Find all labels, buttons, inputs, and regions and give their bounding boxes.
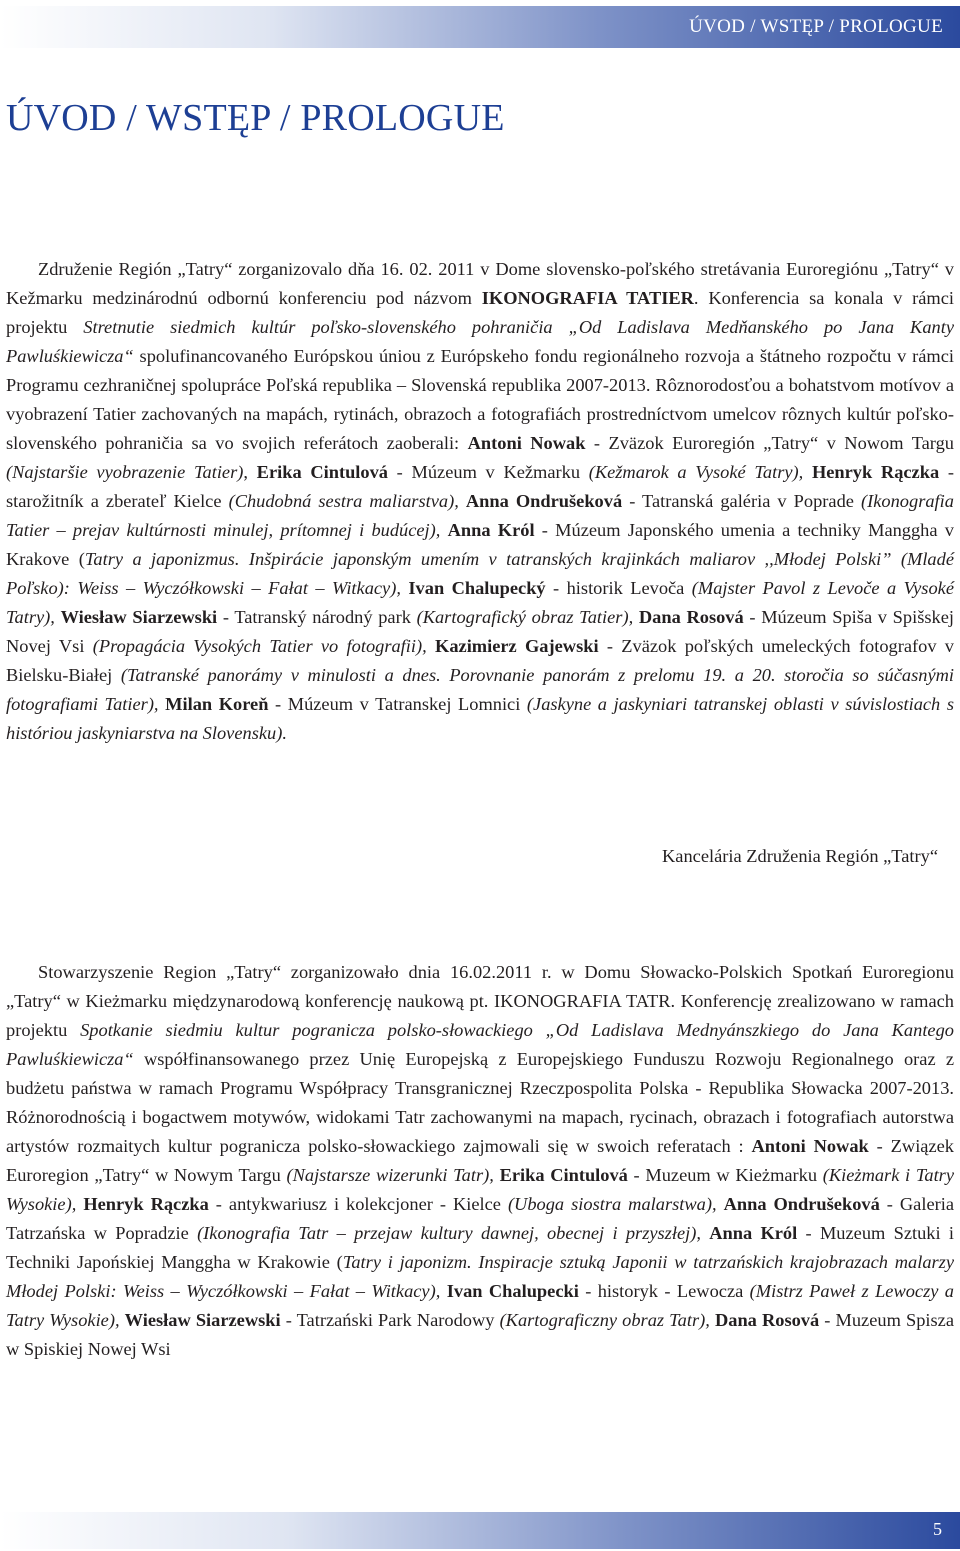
title-italic: (Chudobná sestra maliarstva), [228, 491, 459, 511]
name-bold: Henryk Rączka [83, 1194, 209, 1214]
title-italic: (Mistrz Paweł z Lewoczy a Tatry Wysokie), [6, 1281, 954, 1330]
text-run: - Zväzok poľských umeleckých fotografov v Bielsku-Białej [6, 636, 954, 685]
name-bold: Kazimierz Gajewski [435, 636, 599, 656]
name-bold: Anna Ondrušeková [723, 1194, 880, 1214]
title-italic: (Kežmarok a Vysoké Tatry), [588, 462, 804, 482]
name-bold: Antoni Nowak [751, 1136, 869, 1156]
title-italic: (Kartograficzny obraz Tatr), [499, 1310, 710, 1330]
text-run: - Tatrzański Park Narodowy [280, 1310, 500, 1330]
text-run [717, 1194, 724, 1214]
name-bold: Ivan Chalupecki [446, 1281, 579, 1301]
text-run: - Tatranská galéria v Poprade [622, 491, 861, 511]
title-italic: (Tatranské panorámy v minulosti a dnes. Porovnanie panorám z prelomu 19. a 20. storočia so súčasnými fotografiami Tatier), [6, 665, 954, 714]
title-italic: (Uboga siostra malarstwa), [507, 1194, 717, 1214]
text-run: - Muzeum w Kieżmarku [627, 1165, 823, 1185]
text-run: - Múzeum Spiša v Spišskej Novej Vsi [6, 607, 954, 656]
text-run: - starožitník a zberateľ Kielce [6, 462, 954, 511]
text-run: - Zväzok Euroregión „Tatry“ v Nowom Targu [585, 433, 954, 453]
name-bold: Erika Cintulová [256, 462, 388, 482]
title-italic: (Jaskyne a jaskyniari tatranskej oblasti v súvislostiach s históriou jaskyniarstva na Slovensku). [6, 694, 954, 743]
header-band-text: ÚVOD / WSTĘP / PROLOGUE [689, 16, 943, 37]
slovak-section [6, 255, 954, 748]
name-bold: Erika Cintulová [499, 1165, 628, 1185]
title-italic: (Kieżmark i Tatry Wysokie), [6, 1165, 954, 1214]
name-bold: Antoni Nowak [467, 433, 586, 453]
name-bold: Anna Król [709, 1223, 798, 1243]
title-italic: Spotkanie siedmiu kultur pogranicza polsko-słowackiego „Od Ladislava Mednyánszkiego do Jana Kantego Pawluśkiewicza“ [6, 1020, 954, 1069]
title-italic: Tatry i japonizm. Inspiracje sztuką Japonii w tatrzańskich krajobrazach malarzy Młodej Polski: Weiss – Wyczółkowski – Fałat – Witkacy), [6, 1252, 955, 1301]
title-italic: (Propagácia Vysokých Tatier vo fotografii), [92, 636, 427, 656]
polish-paragraph [6, 958, 954, 1364]
text-run: Stowarzyszenie Region „Tatry“ zorganizowało dnia 16.02.2011 r. w Domu Słowacko-Polskich Spotkań Euroregionu „Tatry“ w Kieżmarku międzynarodową konferencję naukową pt. IKONOGRAFIA TATR. Konferencję zrealizowano w ramach projektu [6, 962, 954, 1040]
text-run: , [243, 462, 257, 482]
title-italic: (Ikonografia Tatier – prejav kultúrnosti minulej, prítomnej i budúcej), [6, 491, 954, 540]
title-italic: Stretnutie siedmich kultúr poľsko-slovenského pohraničia „Od Ladislava Medňanského po Jana Kanty Pawluśkiewicza“ [6, 317, 954, 366]
name-bold: Henryk Rączka [811, 462, 940, 482]
footer-band [0, 1512, 960, 1549]
name-bold: Anna Ondrušeková [465, 491, 623, 511]
text-run: Združenie Región „Tatry“ zorganizovalo dňa 16. 02. 2011 v Dome slovensko-poľského stretávania Euroregiónu „Tatry“ v Kežmarku medzinárodnú odbornú konferenciu pod názvom [6, 259, 954, 308]
text-run: - Múzeum Japonského umenia a techniky Manggha v Krakove ( [6, 520, 954, 569]
slovak-paragraph [6, 255, 954, 748]
title-italic: (Najstaršie vyobrazenie Tatier) [6, 462, 244, 482]
name-bold: Wiesław Siarzewski [60, 607, 218, 627]
text-run: - Związek Euroregion „Tatry“ w Nowym Targu [6, 1136, 954, 1185]
text-run: spolufinancovaného Európskou úniou z Európskeho fondu regionálneho rozvoja a štátneho rozpočtu v rámci Programu cezhraničnej spolupráce Poľská republika – Slovenská republika 2007-2013. Rôznorodosťou a bohatstvom motívov a vyobrazení Tatier zachovaných na mapách, rytinách, obrazoch a fotografiách prostredníctvom umelcov rôznych kultúr poľsko-slovenského pohraničia sa vo svojich referátoch zaoberali: [6, 346, 954, 453]
text-run: - Tatranský národný park [217, 607, 417, 627]
name-bold: Ivan Chalupecký [408, 578, 546, 598]
text-run: - Galeria Tatrzańska w Popradzie [6, 1194, 955, 1243]
name-bold: Anna Król [447, 520, 535, 540]
page-number: 5 [933, 1519, 942, 1539]
name-bold: Dana Rosová [638, 607, 744, 627]
title-italic: Tatry a japonizmus. Inšpirácie japonským umením v tatranských krajinkách maliarov ,,Młodej Polski” (Mladé Poľsko): Weiss – Wyczółkowski – Fałat – Witkacy), [6, 549, 954, 598]
text-run [427, 636, 435, 656]
title-italic: (Ikonografia Tatr – przejaw kultury dawnej, obecnej i przyszłej), [197, 1223, 701, 1243]
text-run: - Múzeum v Tatranskej Lomnici [268, 694, 527, 714]
text-run: - historik Levoča [545, 578, 692, 598]
polish-section [6, 958, 954, 1364]
name-bold: Milan Koreň [165, 694, 269, 714]
text-run [459, 491, 466, 511]
text-run [803, 462, 812, 482]
title-italic: (Majster Pavol z Levoče a Vysoké Tatry), [6, 578, 954, 627]
title-italic: (Najstarsze wizerunki Tatr), [286, 1165, 494, 1185]
text-run: współfinansowanego przez Unię Europejską z Europejskiego Funduszu Rozwoju Regionalnego oraz z budżetu państwa w ramach Programu Współpracy Transgranicznej Rzeczpospolita Polska - Republika Słowacka 2007-2013. Różnorodnością i bogactwem motywów, widokami Tatr zachowanymi na mapach, rycinach, obrazach i fotografiach autorstwa artystów rozmaitych kultur pogranicza polsko-słowackiego zajmowali się w swoich referatach : [6, 1049, 954, 1156]
text-run [701, 1223, 709, 1243]
signature: Kancelária Združenia Región „Tatry“ [662, 846, 938, 866]
text-run: - historyk - Lewocza [578, 1281, 750, 1301]
text-run: - Múzeum v Kežmarku [388, 462, 589, 482]
text-run: - Muzeum Spisza w Spiskiej Nowej Wsi [6, 1310, 954, 1359]
text-run: - antykwariusz i kolekcjoner - Kielce [208, 1194, 508, 1214]
header-band [0, 6, 960, 48]
text-run [440, 520, 447, 540]
name-bold: IKONOGRAFIA TATIER [481, 288, 694, 308]
text-run: - Muzeum Sztuki i Techniki Japońskiej Manggha w Krakowie ( [6, 1223, 954, 1272]
text-run: . Konferencia sa konala v rámci projektu [6, 288, 954, 337]
name-bold: Dana Rosová [714, 1310, 820, 1330]
name-bold: Wiesław Siarzewski [124, 1310, 281, 1330]
page-title: ÚVOD / WSTĘP / PROLOGUE [6, 97, 505, 139]
title-italic: (Kartografický obraz Tatier), [416, 607, 634, 627]
